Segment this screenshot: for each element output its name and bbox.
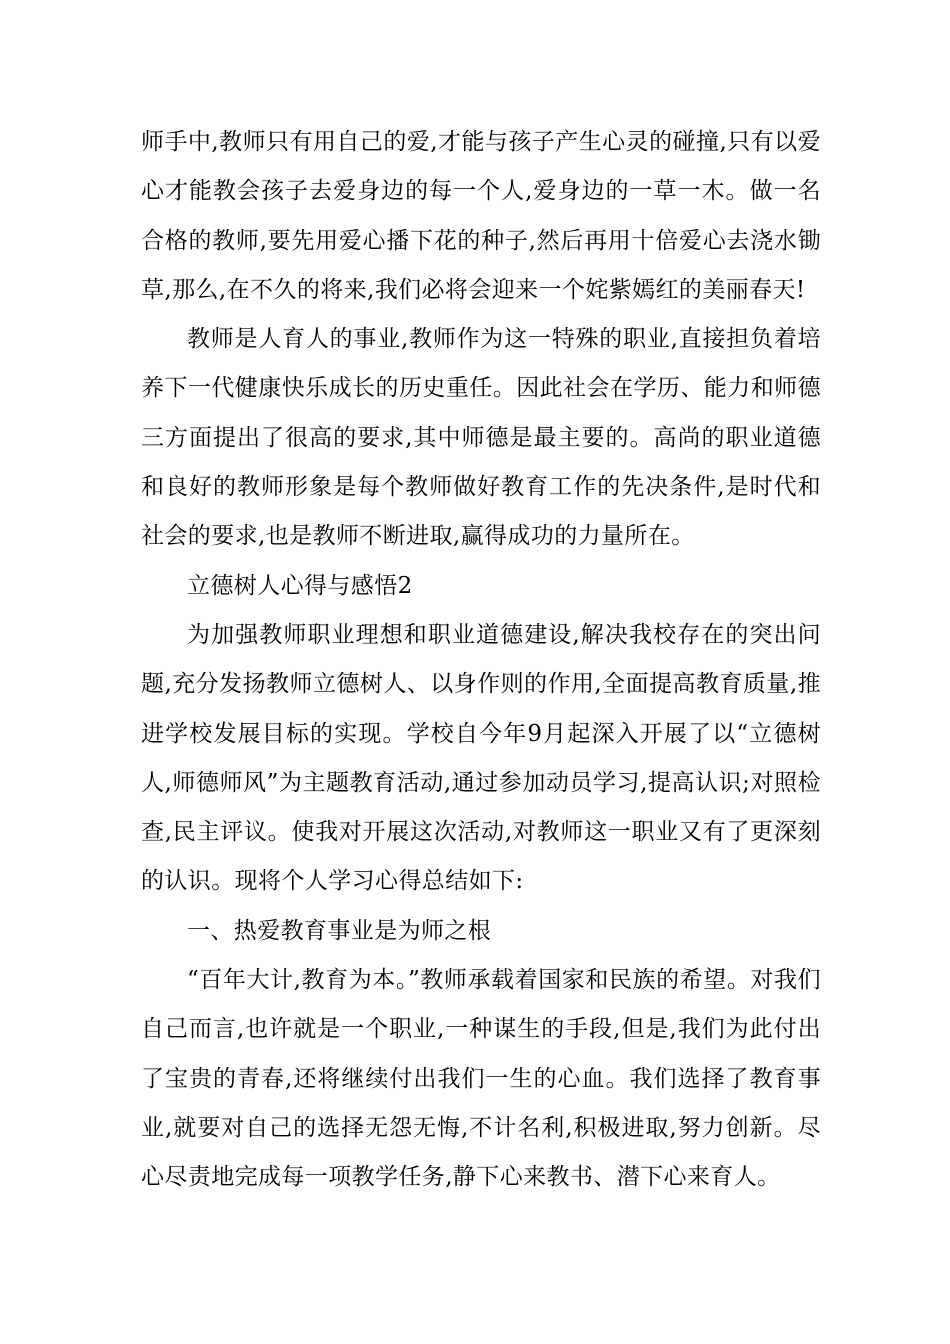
subheading-love-education: 一、热爱教育事业是为师之根 [187,917,492,944]
paragraph-continued: 师手中,教师只有用自己的爱,才能与孩子产生心灵的碰撞,只有以爱心才能教会孩子去爱身边的每一个人,爱身边的一草一木。做一名合格的教师,要先用爱心播下花的种子,然后再用十倍爱心去浇水锄草,那么,在不久的将来,我们必将会迎来一个姹紫嫣红的美丽春天! [141,129,821,303]
paragraph-teacher-career: 教师是人育人的事业,教师作为这一特殊的职业,直接担负着培养下一代健康快乐成长的历史重任。因此社会在学历、能力和师德三方面提出了很高的要求,其中师德是最主要的。高尚的职业道德和良好的教师形象是每个教师做好教育工作的先决条件,是时代和社会的要求,也是教师不断进取,赢得成功的力量所在。 [141,326,821,550]
document-body [141,118,821,1203]
paragraph-intro: 为加强教师职业理想和职业道德建设,解决我校存在的突出问题,充分发扬教师立德树人、以身作则的作用,全面提高教育质量,推进学校发展目标的实现。学校自今年9月起深入开展了以“立德树人,师德师风”为主题教育活动,通过参加动员学习,提高认识;对照检查,民主评议。使我对开展这次活动,对教师这一职业又有了更深刻的认识。现将个人学习心得总结如下: [141,621,821,895]
paragraph-love-education: “百年大计,教育为本。”教师承载着国家和民族的希望。对我们自己而言,也许就是一个职业,一种谋生的手段,但是,我们为此付出了宝贵的青春,还将继续付出我们一生的心血。我们选择了教育事业,就要对自己的选择无怨无悔,不计名利,积极进取,努力创新。尽心尽责地完成每一项教学任务,静下心来教书、潜下心来育人。 [141,967,821,1191]
section-heading-2: 立德树人心得与感悟2 [187,572,413,599]
